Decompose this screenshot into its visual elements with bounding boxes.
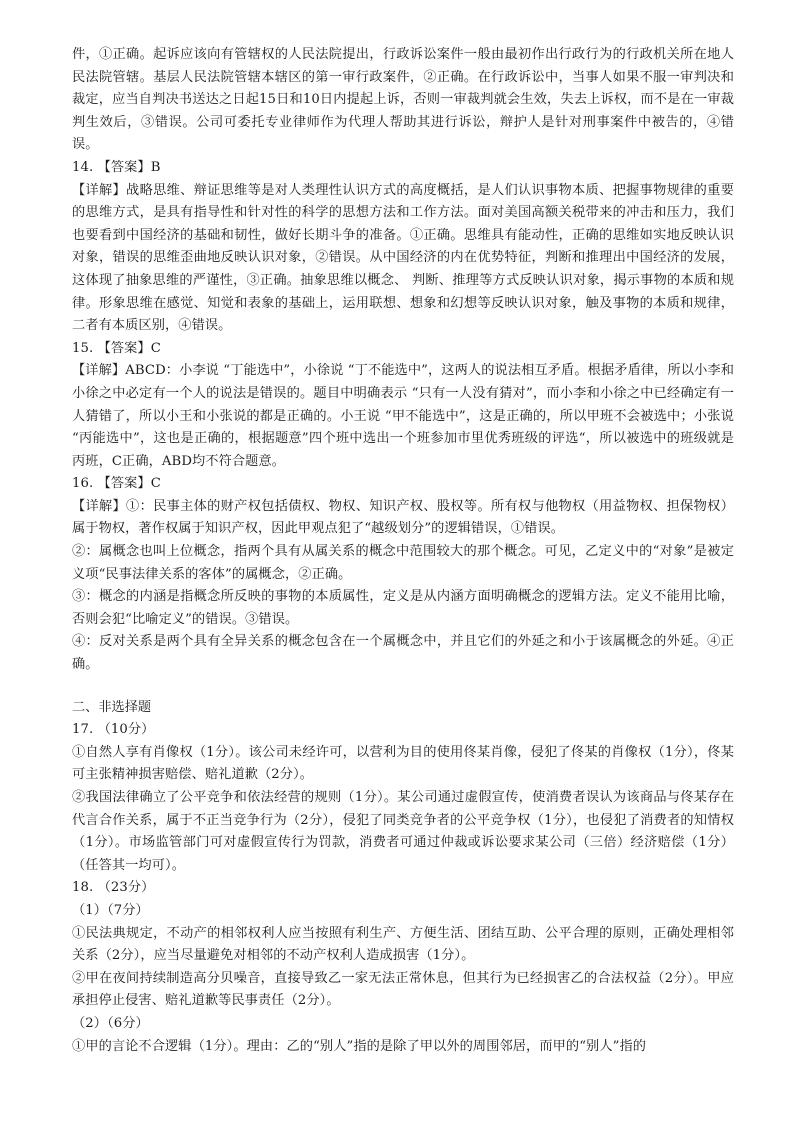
question-17-point-1: ①自然人享有肖像权（1分）。该公司未经许可，以营利为目的使用佟某肖像，侵犯了佟某的肖像权（1分），佟某可主张精神损害赔偿、赔礼道歉（2分）。 — [72, 744, 734, 783]
answer-16-explanation-1: 【详解】①：民事主体的财产权包括债权、物权、知识产权、股权等。所有权与他物权（用益物权、担保物权）属于物权，著作权属于知识产权，因此甲观点犯了“越级划分”的逻辑错误，①错误。 — [72, 498, 734, 537]
question-18-part-1-heading: （1）（7分） — [72, 902, 149, 918]
paragraph-answer-13-continued: 件，①正确。起诉应该向有管辖权的人民法院提出，行政诉讼案件一般由最初作出行政行为的行政机关所在地人民法院管辖。基层人民法院管辖本辖区的第一审行政案件，②正确。在行政诉讼中，当事人如果不服一审判决和裁定，应当自判决书送达之日起15日和10日内提起上诉，否则一审裁判就会生效，失去上诉权，而不是在一审裁判生效后，③错误。公司可委托专业律师作为代理人帮助其进行诉讼，辩护人是针对刑事案件中被告的，④错误。 — [72, 47, 734, 153]
question-18-part-2-heading: （2）（6分） — [72, 1015, 149, 1031]
answer-16-explanation-3: ③：概念的内涵是指概念所反映的事物的本质属性，定义是从内涵方面明确概念的逻辑方法。定义不能用比喻，否则会犯“比喻定义”的错误。③错误。 — [72, 589, 734, 627]
answer-16-heading: 16. 【答案】C — [72, 476, 161, 492]
answer-16-explanation-2: ②：属概念也叫上位概念，指两个具有从属关系的概念中范围较大的那个概念。可见，乙定义中的“对象”是被定义项“民事法律关系的客体”的属概念，②正确。 — [72, 544, 734, 582]
question-18-heading: 18. （23分） — [72, 880, 155, 896]
question-18-part-2-point-1: ①甲的言论不合逻辑（1分）。理由：乙的“别人”指的是除了甲以外的周围邻居，而甲的“别人”指的 — [72, 1038, 647, 1054]
section-spacer — [72, 677, 734, 697]
answer-15-explanation: 【详解】ABCD：小李说 “丁能选中”，小徐说 “丁不能选中”，这两人的说法相互矛盾。根据矛盾律，所以小李和小徐之中必定有一个人的说法是错误的。题目中明确表示 “只有一人没有猜对”，而小李和小徐之中已经确定有一人猜错了，所以小王和小张说的都是正确的。小王说 “甲不能选中”，这是正确的，所以甲班不会被选中；小张说 “丙能选中”，这也是正确的，根据题意”四个班中选出一个班参加市里优秀班级的评选“，所以被选中的班级就是丙班，C正确，ABD均不符合题意。 — [72, 363, 734, 469]
answer-14-heading: 14. 【答案】B — [72, 159, 161, 175]
section-title-non-choice: 二、非选择题 — [72, 699, 152, 715]
question-18-part-1-point-2: ②甲在夜间持续制造高分贝噪音，直接导致乙一家无法正常休息，但其行为已经损害乙的合法权益（2分）。甲应承担停止侵害、赔礼道歉等民事责任（2分）。 — [72, 970, 734, 1009]
question-17-heading: 17. （10分） — [72, 722, 155, 738]
answer-15-heading: 15. 【答案】C — [72, 340, 161, 356]
document-page — [72, 44, 734, 1058]
question-18-part-1-point-1: ①民法典规定，不动产的相邻权利人应当按照有利生产、方便生活、团结互助、公平合理的原则，正确处理相邻关系（2分），应当尽量避免对相邻的不动产权利人造成损害（1分）。 — [72, 925, 734, 964]
answer-16-explanation-4: ④：反对关系是两个具有全异关系的概念包含在一个属概念中，并且它们的外延之和小于该属概念的外延。④正确。 — [72, 634, 734, 673]
answer-14-explanation: 【详解】战略思维、辩证思维等是对人类理性认识方式的高度概括，是人们认识事物本质、把握事物规律的重要的思维方式，是具有指导性和针对性的科学的思想方法和工作方法。面对美国高额关税带来的冲击和压力，我们也要看到中国经济的基础和韧性，做好长期斗争的准备。①正确。思维具有能动性，正确的思维如实地反映认识对象，错误的思维歪曲地反映认识对象，②错误。从中国经济的内在优势特征，判断和推理出中国经济的发展，这体现了抽象思维的严谨性，③正确。抽象思维以概念、 判断、推理等方式反映认识对象，揭示事物的本质和规律。形象思维在感觉、知觉和表象的基础上，运用联想、想象和幻想等反映认识对象，触及事物的本质和规律，二者有本质区别，④错误。 — [72, 182, 734, 334]
question-17-point-2: ②我国法律确立了公平竞争和依法经营的规则（1分）。某公司通过虚假宣传，使消费者误认为该商品与佟某存在代言合作关系，属于不正当竞争行为（2分），侵犯了同类竞争者的公平竞争权（1分），也侵犯了消费者的知情权（1分）。市场监管部门可对虚假宣传行为罚款，消费者可通过仲裁或诉讼要求某公司（三倍）经济赔偿（1分）（任答其一均可）。 — [72, 790, 734, 873]
